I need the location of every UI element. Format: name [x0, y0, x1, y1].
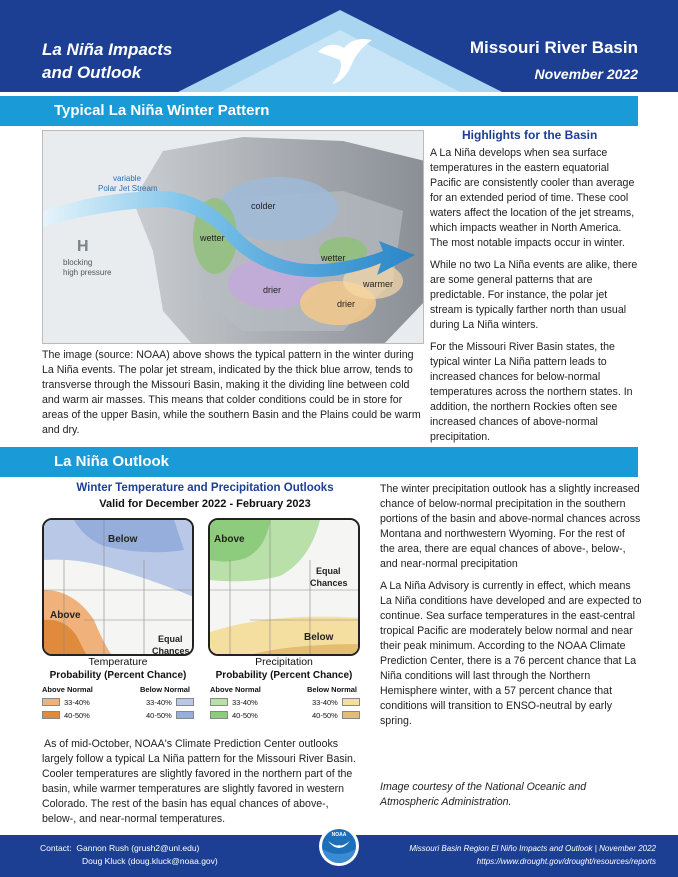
- precip-swatch-below-2: [342, 711, 360, 719]
- footer-report-title: Missouri Basin Region El Niño Impacts and Outlook | November 2022: [409, 844, 656, 853]
- highlights-p1: A La Niña develops when sea surface temperatures in the eastern equatorial Pacific are consistently cooler than average for an extended period of time. These cool waters affect the location of the jet streams, which impacts weather in North America. The most notable impacts occur in winter.: [430, 147, 635, 249]
- precip-equal-label-2: Chances: [310, 578, 348, 588]
- highlights-p2: While no two La Niña events are alike, there are some general patterns that are predictable. For instance, the polar jet stream is typically farther north than usual during La Niña winters.: [430, 259, 638, 331]
- outlook-valid-dates: Valid for December 2022 - February 2023: [99, 498, 311, 510]
- high-desc-1: blocking: [63, 258, 93, 267]
- section-bar-winter-pattern: Typical La Niña Winter Pattern: [0, 96, 638, 126]
- outlook-title: Winter Temperature and Precipitation Outlooks: [76, 482, 334, 494]
- precip-legend-above-normal: Above Normal: [210, 685, 261, 694]
- precip-legend-below-range1: 33-40%: [312, 698, 338, 707]
- wetter-label-east: wetter: [321, 253, 346, 263]
- precip-swatch-above-1: [210, 698, 228, 706]
- noaa-logo-icon: [318, 825, 360, 867]
- temp-swatch-above-1: [42, 698, 60, 706]
- precip-legend-above-range1: 33-40%: [232, 698, 258, 707]
- outlook-right-p2: A La Niña Advisory is currently in effect, which means La Niña conditions have developed and are expected to continue. Sea surface temperatures in the east-central tropical Pacific are moderately below normal and near their peak minimum. According to the NOAA Climate Prediction Center, there is a 76 percent chance that La Niña conditions will last through the Northern Hemisphere winter, with a 57 percent chance that conditions will transition to ENSO-neutral by early spring.: [380, 580, 642, 727]
- temperature-outlook-map: [42, 518, 194, 656]
- temp-equal-label-1: Equal: [158, 634, 183, 644]
- section-bar-outlook: La Niña Outlook: [0, 447, 638, 477]
- precip-legend-above-range2: 40-50%: [232, 711, 258, 720]
- map1-caption: The image (source: NOAA) above shows the typical pattern in the winter during La Niña events. The polar jet stream, indicated by the thick blue arrow, tends to transverse through the Missouri Basin, making it the dividing line between cold and warm air masses. This means that colder conditions could be in store for areas of the upper Basin, while the southern Basin and the Plains could be warm and dry.: [42, 349, 421, 436]
- jet-label-2: Polar Jet Stream: [98, 184, 158, 193]
- precip-above-label: Above: [214, 534, 245, 545]
- temp-legend-above-normal: Above Normal: [42, 685, 93, 694]
- footer-right: [409, 842, 656, 868]
- temp-legend-below-normal: Below Normal: [140, 685, 191, 694]
- temp-swatch-below-2: [176, 711, 194, 719]
- highlights-title: Highlights for the Basin: [462, 128, 598, 142]
- precip-swatch-below-1: [342, 698, 360, 706]
- temp-equal-label-2: Chances: [152, 646, 190, 656]
- high-desc-2: high pressure: [63, 268, 112, 277]
- temp-legend-above-range2: 40-50%: [64, 711, 90, 720]
- temp-below-label: Below: [108, 534, 138, 545]
- temperature-map-graphic: [44, 520, 194, 656]
- temp-above-label: Above: [50, 610, 81, 621]
- header-title-right: Missouri River Basin: [469, 38, 638, 57]
- precip-below-label: Below: [304, 632, 334, 643]
- temp-legend-below-range2: 40-50%: [146, 711, 172, 720]
- high-pressure-symbol: H: [77, 238, 89, 255]
- jet-label-1: variable: [113, 174, 142, 183]
- precip-legend-below-normal: Below Normal: [307, 685, 358, 694]
- la-nina-pattern-map: [42, 130, 424, 344]
- temperature-map-caption: Temperature: [88, 656, 148, 668]
- outlook-right-p1: The winter precipitation outlook has a slightly increased chance of below-normal precipitation in the southern portions of the basin and above-normal chances across Montana and northwestern Wyoming. For the rest of the area, there are equal chances of above-, below-, and near-normal precipitation: [380, 483, 641, 570]
- contact-label: Contact:: [40, 843, 72, 853]
- footer-report-url[interactable]: https://www.drought.gov/drought/resources/reports: [476, 857, 656, 866]
- image-credit: Image courtesy of the National Oceanic and Atmospheric Administration.: [380, 781, 587, 808]
- outlook-left-text: As of mid-October, NOAA's Climate Prediction Center outlooks largely follow a typical La Niña pattern for the Missouri River Basin. Cooler temperatures are slightly favored in the northern part of the basin, while warmer temperatures are slightly favored in western Colorado. The rest of the basin has equal chances of above-, below-, and near-normal temperatures.: [42, 738, 356, 825]
- outlook-right-text: [380, 482, 642, 736]
- noaa-logo-text: NOAA: [331, 832, 347, 838]
- header-date: November 2022: [534, 66, 638, 82]
- temp-legend-above-range1: 33-40%: [64, 698, 90, 707]
- contact-2[interactable]: Doug Kluck (doug.kluck@noaa.gov): [82, 856, 218, 866]
- temp-swatch-above-2: [42, 711, 60, 719]
- precipitation-map-graphic: [210, 520, 360, 656]
- warmer-label: warmer: [363, 279, 394, 289]
- contact-1[interactable]: Gannon Rush (grush2@unl.edu): [76, 843, 200, 853]
- precipitation-map-caption: Precipitation: [255, 656, 313, 668]
- temp-legend-below-range1: 33-40%: [146, 698, 172, 707]
- precip-equal-label-1: Equal: [316, 566, 341, 576]
- temp-probability-title: Probability (Percent Chance): [49, 670, 187, 681]
- highlights-p3: For the Missouri River Basin states, the typical winter La Niña pattern leads to increased chances for below-normal temperatures across the northern states. In addition, the northern Rockies often see increased chances of above-normal precipitation.: [430, 341, 633, 443]
- precipitation-outlook-map: [208, 518, 360, 656]
- precip-legend-below-range2: 40-50%: [312, 711, 338, 720]
- wetter-label-west: wetter: [200, 233, 225, 243]
- header-title-left: La Niña Impacts and Outlook: [42, 40, 173, 82]
- page-footer: [0, 832, 678, 877]
- temp-swatch-below-1: [176, 698, 194, 706]
- drier-label-east: drier: [337, 299, 356, 309]
- north-america-map-graphic: [43, 131, 424, 344]
- precip-probability-title: Probability (Percent Chance): [215, 670, 353, 681]
- footer-contacts: [40, 842, 218, 868]
- drier-label-west: drier: [263, 285, 282, 295]
- colder-label: colder: [251, 201, 276, 211]
- precip-swatch-above-2: [210, 711, 228, 719]
- page-header: [0, 0, 678, 92]
- highlights-body: [430, 146, 642, 452]
